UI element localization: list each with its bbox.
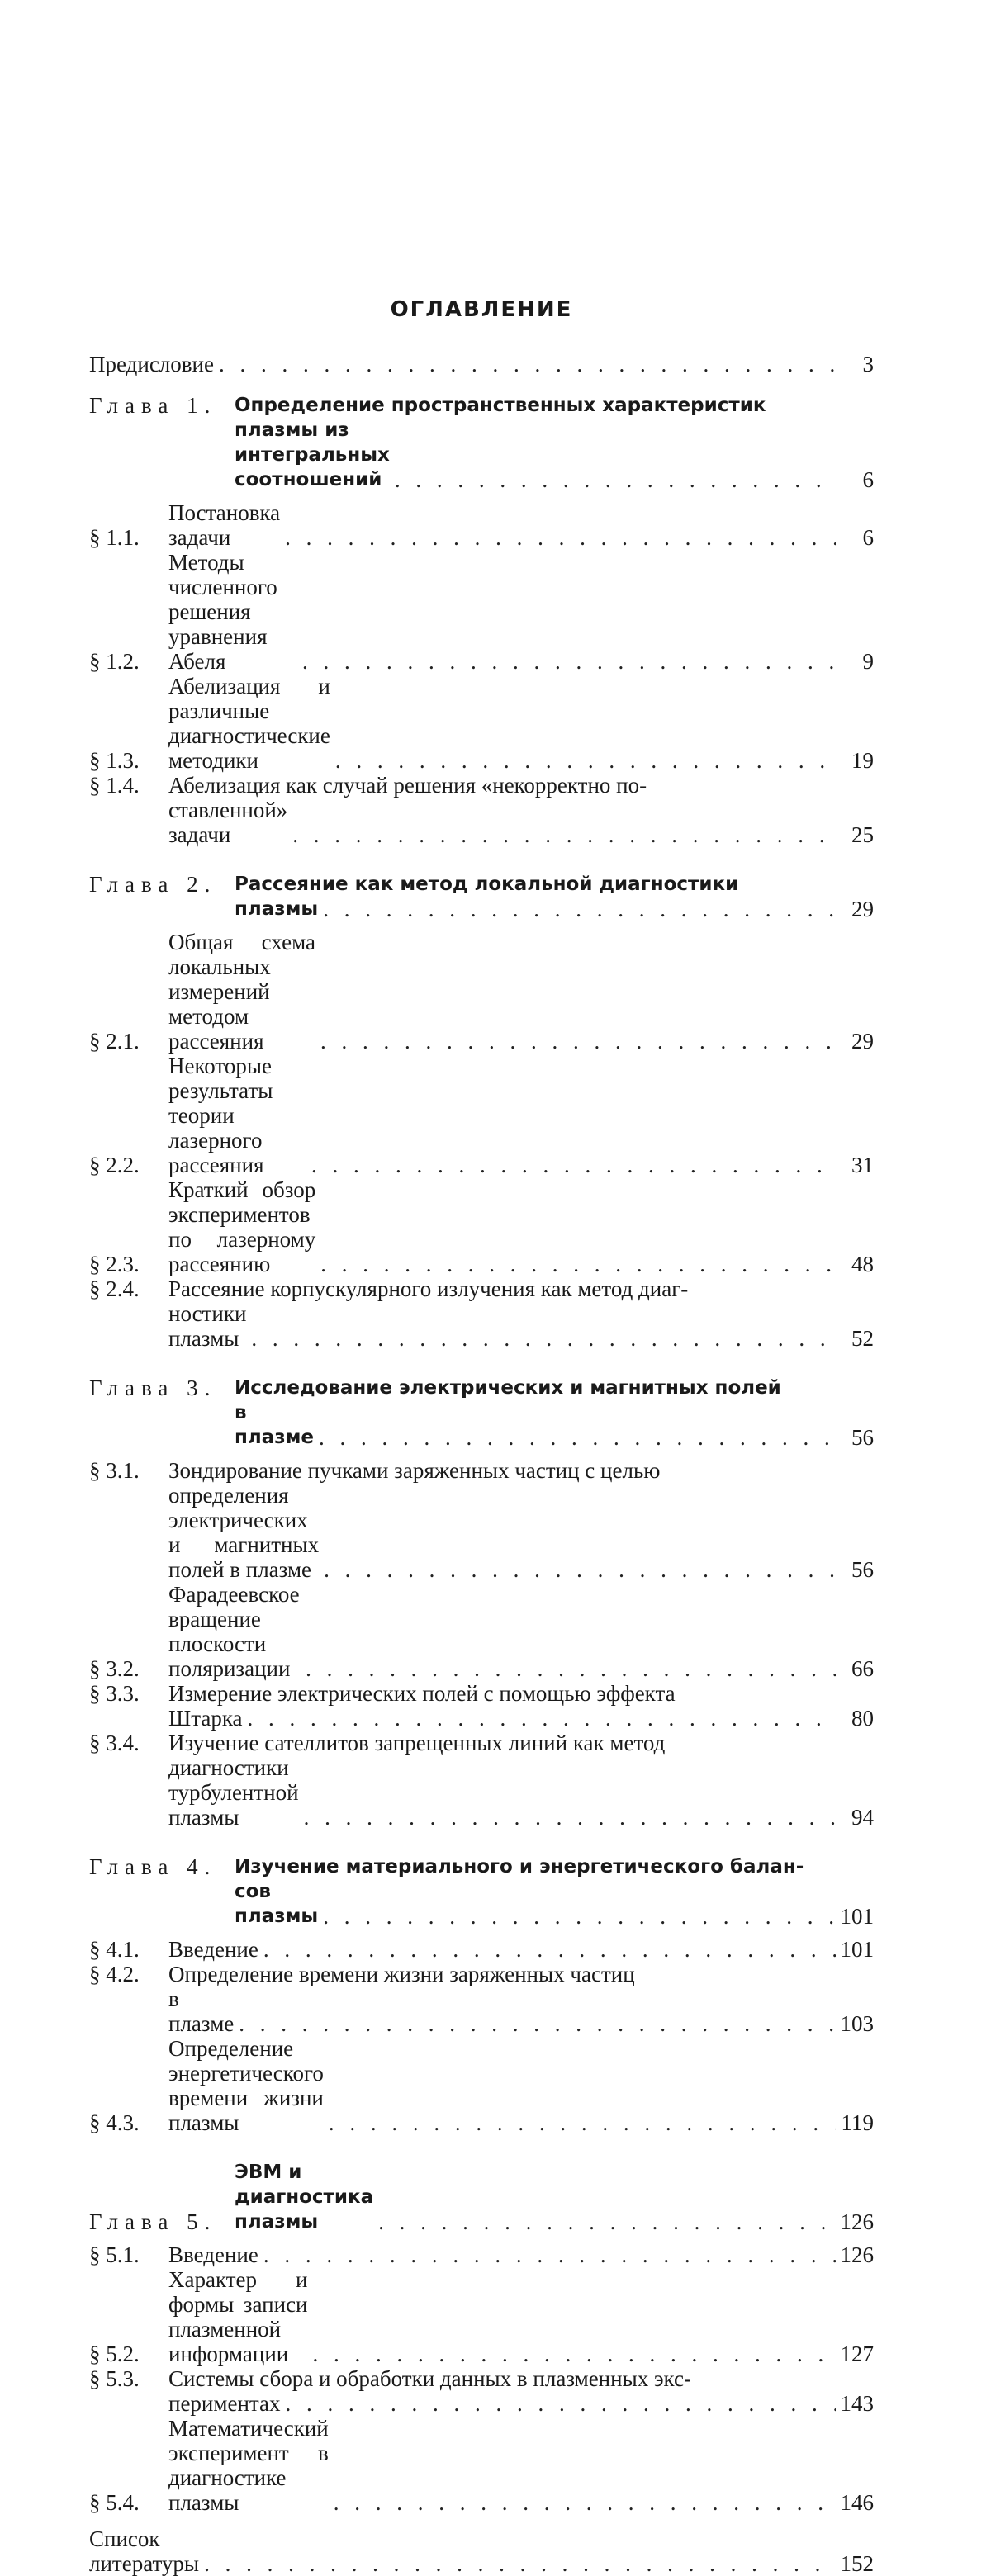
dot-leader <box>395 467 836 492</box>
toc-section-entry[interactable] <box>89 500 874 550</box>
dot-leader <box>285 525 836 550</box>
page-number: 66 <box>851 1656 874 1681</box>
chapter-title-row <box>89 872 874 897</box>
dot-leader <box>334 2490 836 2515</box>
dot-leader <box>219 352 836 376</box>
section-title: Фарадеевское вращение плоскости поляризации <box>168 1582 306 1681</box>
section-number: § 1.3. <box>89 748 140 773</box>
chapter-title: Рассеяние как метод локальной диагностики <box>235 874 739 895</box>
dot-leader <box>324 1557 836 1582</box>
section-title: Общая схема локальных измерений методом рассеяния <box>168 930 321 1054</box>
chapter-label: Глава 4. <box>89 1854 217 1879</box>
page-number: 56 <box>851 1557 874 1582</box>
chapter-label: Глава 1. <box>89 393 217 418</box>
toc-chapter-block <box>89 1854 874 2143</box>
toc-chapter-heading[interactable] <box>89 1376 874 1450</box>
section-title-cont: определения электрических и магнитных полей в плазме <box>168 1483 325 1582</box>
section-number: § 5.4. <box>89 2490 140 2515</box>
chapter-title-row <box>89 1376 874 1400</box>
page-number: 126 <box>840 2242 874 2267</box>
page-number: 127 <box>840 2342 874 2366</box>
toc-entry-preface[interactable] <box>89 352 874 376</box>
chapter-title: ЭВМ и диагностика плазмы <box>235 2162 381 2233</box>
page-number: 29 <box>851 897 874 921</box>
section-title: Математический эксперимент в диагностике плазмы <box>168 2416 334 2515</box>
entry-label: Предисловие <box>89 352 214 376</box>
section-title: Определение энергетического времени жизни плазмы <box>168 2036 330 2135</box>
toc-section-entry[interactable] <box>89 1582 874 1681</box>
page-number: 143 <box>840 2391 874 2416</box>
section-title: Краткий обзор экспериментов по лазерному рассеянию <box>168 1177 321 1276</box>
section-title-cont: Штарка <box>168 1706 243 1731</box>
section-number: § 1.1. <box>89 525 140 550</box>
toc-chapter-block <box>89 2160 874 2523</box>
toc-page <box>89 297 874 2576</box>
toc-section-entry[interactable] <box>89 1937 874 1962</box>
section-title-cont: ставленной» задачи <box>168 798 294 847</box>
chapter-label: Глава 2. <box>89 872 217 897</box>
section-number: § 2.2. <box>89 1153 140 1177</box>
section-title: Измерение электрических полей с помощью эффекта <box>168 1681 676 1706</box>
page-number: 48 <box>851 1252 874 1276</box>
chapter-title: Определение пространственных характеристик <box>235 395 766 416</box>
toc-section-entry[interactable] <box>89 2242 874 2267</box>
dot-leader <box>239 2011 836 2036</box>
page-number: 101 <box>840 1937 874 1962</box>
section-number: § 4.2. <box>89 1962 140 1986</box>
dot-leader <box>311 1153 836 1177</box>
section-title: Некоторые результаты теории лазерного рассеяния <box>168 1054 279 1177</box>
chapter-title-row <box>89 2160 874 2234</box>
dot-leader <box>335 748 836 773</box>
section-title: Введение <box>168 1937 258 1962</box>
page-number: 3 <box>862 352 874 376</box>
toc-section-entry[interactable] <box>89 2416 874 2515</box>
toc-list <box>89 352 874 2576</box>
page-number: 101 <box>840 1904 874 1929</box>
section-number: § 2.4. <box>89 1276 140 1301</box>
dot-leader <box>263 1937 836 1962</box>
section-number: § 3.4. <box>89 1731 140 1755</box>
toc-chapter-block <box>89 872 874 1359</box>
toc-section-entry[interactable] <box>89 930 874 1054</box>
toc-section-entry[interactable] <box>89 1458 874 1582</box>
dot-leader <box>323 1904 836 1929</box>
toc-chapter-heading[interactable] <box>89 872 874 921</box>
page-number: 31 <box>851 1153 874 1177</box>
toc-chapter-heading[interactable] <box>89 393 874 492</box>
toc-chapter-heading[interactable] <box>89 2160 874 2234</box>
chapter-title-row <box>89 393 874 418</box>
section-number: § 5.1. <box>89 2242 140 2267</box>
toc-section-entry[interactable] <box>89 2366 874 2416</box>
chapter-title-row-cont <box>89 1879 874 1929</box>
section-number: § 3.2. <box>89 1656 140 1681</box>
section-title-cont: диагностики турбулентной плазмы <box>168 1755 305 1830</box>
toc-section-entry[interactable] <box>89 1731 874 1830</box>
dot-leader <box>286 2391 836 2416</box>
section-title: Постановка задачи <box>168 500 286 550</box>
toc-section-entry[interactable] <box>89 2267 874 2366</box>
chapter-title: Изучение материального и энергетического балан- <box>235 1856 804 1878</box>
chapter-title: Исследование электрических и магнитных полей <box>235 1377 781 1399</box>
page-number: 19 <box>851 748 874 773</box>
page-number: 126 <box>840 2209 874 2234</box>
toc-section-entry[interactable] <box>89 550 874 674</box>
page-number: 152 <box>840 2551 874 2576</box>
toc-chapter-block <box>89 1376 874 1838</box>
page-number: 56 <box>851 1425 874 1450</box>
chapter-title-row <box>89 1854 874 1879</box>
dot-leader <box>320 1252 836 1276</box>
section-title: Методы численного решения уравнения Абеля <box>168 550 283 674</box>
section-number: § 4.3. <box>89 2110 140 2135</box>
section-title: Абелизация и различные диагностические методики <box>168 674 336 773</box>
page-number: 6 <box>862 467 874 492</box>
chapter-title-row-cont <box>89 418 874 492</box>
dot-leader <box>263 2242 836 2267</box>
chapter-title-row-cont <box>89 1400 874 1450</box>
chapter-title-cont: в плазме <box>235 1402 315 1448</box>
page-number: 25 <box>851 822 874 847</box>
dot-leader <box>304 1805 836 1830</box>
section-title-cont: периментах <box>168 2391 281 2416</box>
dot-leader <box>313 2342 837 2366</box>
section-title: Рассеяние корпускулярного излучения как метод диаг- <box>168 1276 689 1301</box>
chapter-label: Глава 3. <box>89 1376 217 1400</box>
chapter-title-cont: плазмы из интегральных соотношений <box>235 419 396 490</box>
section-title: Введение <box>168 2242 258 2267</box>
section-title: Зондирование пучками заряженных частиц с целью <box>168 1458 661 1483</box>
toc-section-entry[interactable] <box>89 1681 874 1731</box>
dot-leader <box>292 822 836 847</box>
page-number: 94 <box>851 1805 874 1830</box>
section-number: § 1.2. <box>89 649 140 674</box>
dot-leader <box>320 1029 836 1054</box>
section-title: Абелизация как случай решения «некорректно по- <box>168 773 647 798</box>
dot-leader <box>302 649 836 674</box>
dot-leader <box>323 897 836 921</box>
toc-chapter-block <box>89 393 874 855</box>
page-number: 103 <box>840 2011 874 2036</box>
dot-leader <box>204 2551 836 2576</box>
section-number: § 3.1. <box>89 1458 140 1483</box>
dot-leader <box>251 1326 836 1351</box>
section-number: § 2.1. <box>89 1029 140 1054</box>
chapter-label: Глава 5. <box>89 2209 217 2234</box>
toc-entry-references[interactable] <box>89 2526 874 2576</box>
section-number: § 5.3. <box>89 2366 140 2391</box>
page-number: 119 <box>841 2110 874 2135</box>
toc-chapter-heading[interactable] <box>89 1854 874 1929</box>
section-title-cont: ностики плазмы <box>168 1301 253 1351</box>
toc-section-entry[interactable] <box>89 674 874 773</box>
dot-leader <box>329 2110 836 2135</box>
dot-leader <box>248 1706 836 1731</box>
page-number: 146 <box>840 2490 874 2515</box>
page-title: ОГЛАВЛЕНИЕ <box>390 297 573 322</box>
chapter-title-cont: плазмы <box>235 898 319 920</box>
dot-leader <box>378 2209 836 2234</box>
page-number: 9 <box>862 649 874 674</box>
section-number: § 5.2. <box>89 2342 140 2366</box>
toc-section-entry[interactable] <box>89 1276 874 1351</box>
section-title-cont: в плазме <box>168 1986 235 2036</box>
section-title: Определение времени жизни заряженных частиц <box>168 1962 635 1986</box>
page-number: 29 <box>851 1029 874 1054</box>
section-title: Изучение сателлитов запрещенных линий как метод <box>168 1731 666 1755</box>
section-number: § 4.1. <box>89 1937 140 1962</box>
page-number: 6 <box>862 525 874 550</box>
chapter-title-row-cont <box>89 897 874 921</box>
toc-section-entry[interactable] <box>89 773 874 847</box>
chapter-title-cont: сов плазмы <box>235 1881 319 1927</box>
dot-leader <box>319 1425 836 1450</box>
toc-section-entry[interactable] <box>89 2036 874 2135</box>
dot-leader <box>306 1656 836 1681</box>
toc-section-entry[interactable] <box>89 1177 874 1276</box>
section-number: § 1.4. <box>89 773 140 798</box>
toc-section-entry[interactable] <box>89 1962 874 2036</box>
entry-label: Список литературы <box>89 2526 200 2576</box>
section-number: § 3.3. <box>89 1681 140 1706</box>
section-number: § 2.3. <box>89 1252 140 1276</box>
section-title: Системы сбора и обработки данных в плазменных экс- <box>168 2366 691 2391</box>
page-number: 80 <box>851 1706 874 1731</box>
section-title: Характер и формы записи плазменной информации <box>168 2267 314 2366</box>
toc-section-entry[interactable] <box>89 1054 874 1177</box>
page-number: 52 <box>851 1326 874 1351</box>
